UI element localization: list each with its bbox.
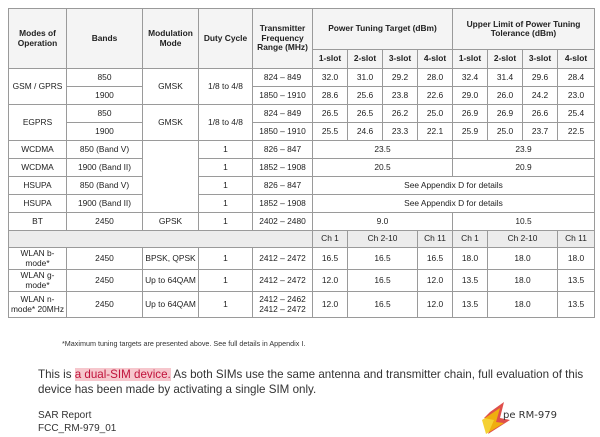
band-cell: 1900 bbox=[67, 87, 143, 105]
value-cell: 23.5 bbox=[313, 141, 453, 159]
header-upper-limit: Upper Limit of Power Tuning Tolerance (dBm) bbox=[453, 9, 595, 50]
value-cell: 12.0 bbox=[313, 292, 348, 318]
value-cell: 23.0 bbox=[558, 87, 595, 105]
value-cell: 22.5 bbox=[558, 123, 595, 141]
value-cell: 18.0 bbox=[488, 270, 558, 292]
modulation-cell bbox=[143, 141, 199, 213]
value-cell: 26.0 bbox=[488, 87, 523, 105]
header-modulation: Modulation Mode bbox=[143, 9, 199, 69]
band-cell: 1900 (Band II) bbox=[67, 159, 143, 177]
value-cell: 23.7 bbox=[523, 123, 558, 141]
value-cell: 26.5 bbox=[348, 105, 383, 123]
value-cell: 20.9 bbox=[453, 159, 595, 177]
channel-header: Ch 1 bbox=[313, 231, 348, 248]
table-row bbox=[9, 123, 595, 141]
value-cell: 26.9 bbox=[488, 105, 523, 123]
band-cell: 1900 (Band II) bbox=[67, 195, 143, 213]
freq-cell: 1850 – 1910 bbox=[253, 123, 313, 141]
value-cell: 22.6 bbox=[418, 87, 453, 105]
value-cell: 22.1 bbox=[418, 123, 453, 141]
value-cell: 23.3 bbox=[383, 123, 418, 141]
power-tuning-table bbox=[8, 8, 595, 318]
value-cell: 24.2 bbox=[523, 87, 558, 105]
freq-cell: 826 – 847 bbox=[253, 177, 313, 195]
value-cell: 28.6 bbox=[313, 87, 348, 105]
report-id: FCC_RM-979_01 bbox=[38, 423, 117, 434]
mode-cell: HSUPA bbox=[9, 177, 67, 195]
value-cell: 26.5 bbox=[313, 105, 348, 123]
header-power-target: Power Tuning Target (dBm) bbox=[313, 9, 453, 50]
header-bands: Bands bbox=[67, 9, 143, 69]
table-row bbox=[9, 292, 595, 318]
value-cell: 12.0 bbox=[418, 270, 453, 292]
watermark-text: pe RM-979 bbox=[503, 410, 557, 421]
value-cell: 16.5 bbox=[348, 292, 418, 318]
value-cell: 13.5 bbox=[453, 292, 488, 318]
freq-cell: 824 – 849 bbox=[253, 105, 313, 123]
band-cell: 2450 bbox=[67, 213, 143, 231]
value-cell: 12.0 bbox=[313, 270, 348, 292]
mode-cell: WLAN n-mode* 20MHz bbox=[9, 292, 67, 318]
channel-header: Ch 2-10 bbox=[488, 231, 558, 248]
table-row bbox=[9, 248, 595, 270]
band-cell: 2450 bbox=[67, 292, 143, 318]
value-cell: 13.5 bbox=[558, 270, 595, 292]
table-row bbox=[9, 87, 595, 105]
band-cell: 850 bbox=[67, 105, 143, 123]
header-frequency: Transmitter Frequency Range (MHz) bbox=[253, 9, 313, 69]
modulation-cell: GMSK bbox=[143, 69, 199, 105]
value-cell: 13.5 bbox=[558, 292, 595, 318]
slot-header: 2-slot bbox=[488, 50, 523, 69]
modulation-cell: GPSK bbox=[143, 213, 199, 231]
wlan-channel-row bbox=[9, 231, 595, 248]
slot-header: 3-slot bbox=[383, 50, 418, 69]
band-cell: 2450 bbox=[67, 270, 143, 292]
duty-cell: 1 bbox=[199, 159, 253, 177]
value-cell: 32.4 bbox=[453, 69, 488, 87]
mode-cell: WLAN b-mode* bbox=[9, 248, 67, 270]
table-row bbox=[9, 270, 595, 292]
freq-cell: 2412 – 2472 bbox=[253, 248, 313, 270]
table-row bbox=[9, 195, 595, 213]
value-cell: 26.9 bbox=[453, 105, 488, 123]
value-cell: 29.6 bbox=[523, 69, 558, 87]
channel-header: Ch 1 bbox=[453, 231, 488, 248]
table-row bbox=[9, 159, 595, 177]
freq-cell: 1852 – 1908 bbox=[253, 159, 313, 177]
value-cell: 25.0 bbox=[418, 105, 453, 123]
value-cell: 18.0 bbox=[453, 248, 488, 270]
value-cell: 20.5 bbox=[313, 159, 453, 177]
value-cell: 31.0 bbox=[348, 69, 383, 87]
value-cell: 28.4 bbox=[558, 69, 595, 87]
value-cell: 29.0 bbox=[453, 87, 488, 105]
duty-cell: 1/8 to 4/8 bbox=[199, 69, 253, 105]
value-cell: 31.4 bbox=[488, 69, 523, 87]
slot-header: 1-slot bbox=[453, 50, 488, 69]
modulation-cell: GMSK bbox=[143, 105, 199, 141]
band-cell: 850 (Band V) bbox=[67, 141, 143, 159]
channel-header: Ch 11 bbox=[558, 231, 595, 248]
slot-header: 2-slot bbox=[348, 50, 383, 69]
mode-cell: GSM / GPRS bbox=[9, 69, 67, 105]
value-cell: 23.9 bbox=[453, 141, 595, 159]
value-cell: 25.4 bbox=[558, 105, 595, 123]
band-cell: 850 (Band V) bbox=[67, 177, 143, 195]
value-cell: 16.5 bbox=[313, 248, 348, 270]
band-cell: 850 bbox=[67, 69, 143, 87]
dual-sim-highlight: a dual-SIM device. bbox=[74, 368, 171, 381]
value-cell: 24.6 bbox=[348, 123, 383, 141]
mode-cell: BT bbox=[9, 213, 67, 231]
value-cell: 25.5 bbox=[313, 123, 348, 141]
table-row bbox=[9, 69, 595, 87]
value-cell: 16.5 bbox=[348, 270, 418, 292]
value-cell: 16.5 bbox=[348, 248, 418, 270]
table-row bbox=[9, 105, 595, 123]
value-cell: See Appendix D for details bbox=[313, 177, 595, 195]
value-cell: 10.5 bbox=[453, 213, 595, 231]
value-cell: 25.6 bbox=[348, 87, 383, 105]
value-cell: 26.2 bbox=[383, 105, 418, 123]
freq-cell: 1850 – 1910 bbox=[253, 87, 313, 105]
value-cell: 25.0 bbox=[488, 123, 523, 141]
table-footnote: *Maximum tuning targets are presented above. See full details in Appendix I. bbox=[62, 339, 306, 348]
value-cell: 18.0 bbox=[488, 248, 558, 270]
duty-cell: 1 bbox=[199, 195, 253, 213]
value-cell: 13.5 bbox=[453, 270, 488, 292]
value-cell: 26.6 bbox=[523, 105, 558, 123]
mode-cell: EGPRS bbox=[9, 105, 67, 141]
duty-cell: 1 bbox=[199, 213, 253, 231]
slot-header: 3-slot bbox=[523, 50, 558, 69]
value-cell: 12.0 bbox=[418, 292, 453, 318]
value-cell: 18.0 bbox=[488, 292, 558, 318]
mode-cell: HSUPA bbox=[9, 195, 67, 213]
value-cell: 28.0 bbox=[418, 69, 453, 87]
mode-cell: WCDMA bbox=[9, 141, 67, 159]
blank-cell bbox=[9, 231, 313, 248]
value-cell: 25.9 bbox=[453, 123, 488, 141]
dual-sim-paragraph bbox=[38, 367, 598, 397]
slot-header: 4-slot bbox=[418, 50, 453, 69]
mode-cell: WLAN g-mode* bbox=[9, 270, 67, 292]
report-footer bbox=[38, 409, 116, 435]
freq-cell: 1852 – 1908 bbox=[253, 195, 313, 213]
value-cell: 29.2 bbox=[383, 69, 418, 87]
dual-sim-lead: This is bbox=[38, 368, 75, 381]
channel-header: Ch 11 bbox=[418, 231, 453, 248]
modulation-cell: Up to 64QAM bbox=[143, 270, 199, 292]
slot-header: 4-slot bbox=[558, 50, 595, 69]
freq-cell: 2412 – 2472 bbox=[253, 270, 313, 292]
header-duty-cycle: Duty Cycle bbox=[199, 9, 253, 69]
duty-cell: 1 bbox=[199, 270, 253, 292]
duty-cell: 1 bbox=[199, 248, 253, 270]
slot-header: 1-slot bbox=[313, 50, 348, 69]
value-cell: 9.0 bbox=[313, 213, 453, 231]
dual-sim-rest: As both SIMs use the same antenna and transmitter chain, full evaluation of this device has been made by activating a single SIM only. bbox=[38, 368, 584, 396]
duty-cell: 1 bbox=[199, 177, 253, 195]
value-cell: See Appendix D for details bbox=[313, 195, 595, 213]
band-cell: 2450 bbox=[67, 248, 143, 270]
value-cell: 23.8 bbox=[383, 87, 418, 105]
duty-cell: 1/8 to 4/8 bbox=[199, 105, 253, 141]
value-cell: 16.5 bbox=[418, 248, 453, 270]
value-cell: 32.0 bbox=[313, 69, 348, 87]
freq-cell: 2402 – 2480 bbox=[253, 213, 313, 231]
duty-cell: 1 bbox=[199, 292, 253, 318]
modulation-cell: Up to 64QAM bbox=[143, 292, 199, 318]
modulation-cell: BPSK, QPSK bbox=[143, 248, 199, 270]
band-cell: 1900 bbox=[67, 123, 143, 141]
report-title: SAR Report bbox=[38, 410, 92, 421]
freq-cell: 824 – 849 bbox=[253, 69, 313, 87]
table-header-row bbox=[9, 9, 595, 50]
duty-cell: 1 bbox=[199, 141, 253, 159]
header-modes: Modes of Operation bbox=[9, 9, 67, 69]
table-row bbox=[9, 213, 595, 231]
table-row bbox=[9, 177, 595, 195]
table-row bbox=[9, 141, 595, 159]
freq-cell: 826 – 847 bbox=[253, 141, 313, 159]
mode-cell: WCDMA bbox=[9, 159, 67, 177]
channel-header: Ch 2-10 bbox=[348, 231, 418, 248]
value-cell: 18.0 bbox=[558, 248, 595, 270]
freq-cell: 2412 – 2462 2412 – 2472 bbox=[253, 292, 313, 318]
